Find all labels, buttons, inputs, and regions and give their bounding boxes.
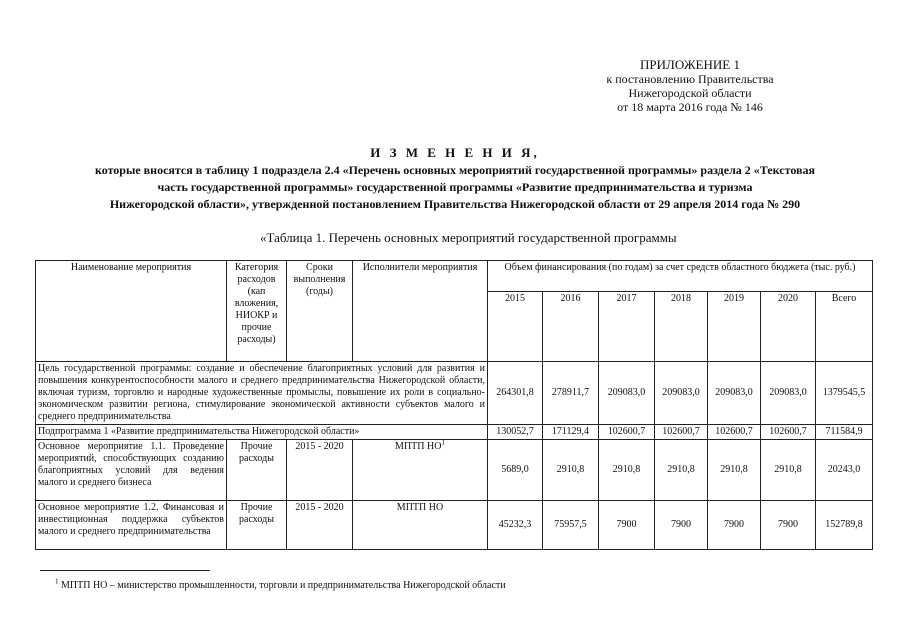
header-year: 2020 [761,292,816,362]
measure-value: 7900 [599,501,655,550]
measure-category: Прочие расходы [227,501,287,550]
measure-value: 2910,8 [761,440,816,501]
subprogram-value: 102600,7 [599,425,655,440]
header-financing: Объем финансирования (по годам) за счет средств областного бюджета (тыс. руб.) [488,261,873,292]
goal-row [36,362,873,425]
measure-executor: МПТП НО [353,501,488,550]
measure-value: 2910,8 [599,440,655,501]
measure-value: 7900 [761,501,816,550]
header-year: 2019 [708,292,761,362]
header-category: Категория расходов (кап вложения, НИОКР и прочие расходы) [227,261,287,362]
measure-name: Основное мероприятие 1.2. Финансовая и инвестиционная поддержка субъектов малого и среднего предпринимательства [36,501,227,550]
document-heading [40,145,870,212]
measure-value: 45232,3 [488,501,543,550]
header-row [36,261,873,292]
subprogram-value: 171129,4 [543,425,599,440]
measure-name: Основное мероприятие 1.1. Проведение мероприятий, способствующих созданию благоприятных условий для ведения малого и среднего бизнеса [36,440,227,501]
footnote-text: МПТП НО – министерство промышленности, торговли и предпринимательства Нижегородской области [61,580,506,591]
goal-value: 209083,0 [655,362,708,425]
footnote-divider [40,570,210,571]
measure-value: 7900 [708,501,761,550]
header-year: 2015 [488,292,543,362]
header-executors: Исполнители мероприятия [353,261,488,362]
goal-value: 278911,7 [543,362,599,425]
appendix-line: к постановлению Правительства [606,72,774,86]
subprogram-value: 102600,7 [655,425,708,440]
table-row [36,440,873,501]
appendix-title: ПРИЛОЖЕНИЕ 1 [640,57,740,72]
measure-value: 7900 [655,501,708,550]
subprogram-value: 130052,7 [488,425,543,440]
appendix-line: Нижегородской области [628,86,752,100]
measures-table [35,260,873,550]
subprogram-value: 102600,7 [761,425,816,440]
heading-title: И З М Е Н Е Н И Я, [370,145,540,160]
measure-value: 2910,8 [708,440,761,501]
measure-value: 5689,0 [488,440,543,501]
table-subtitle: «Таблица 1. Перечень основных мероприятий государственной программы [260,230,677,245]
header-year: 2016 [543,292,599,362]
header-total: Всего [816,292,873,362]
measure-value: 2910,8 [543,440,599,501]
heading-line: которые вносятся в таблицу 1 подраздела 2.4 «Перечень основных мероприятий государственной программы» раздела 2 «Текстовая [94,163,816,177]
subprogram-text: Подпрограмма 1 «Развитие предпринимательства Нижегородской области» [36,425,488,440]
measure-value: 75957,5 [543,501,599,550]
measure-category: Прочие расходы [227,440,287,501]
subprogram-value: 102600,7 [708,425,761,440]
goal-value: 209083,0 [708,362,761,425]
heading-line: часть государственной программы» государственной программы «Развитие предпринимательства и туризма [157,180,753,194]
appendix-block [590,58,790,114]
goal-total: 1379545,5 [816,362,873,425]
header-terms: Сроки выполнения (годы) [287,261,353,362]
executor-label: МПТП НО [395,441,442,452]
footnote-mark: 1 [55,577,59,586]
measure-total: 20243,0 [816,440,873,501]
subprogram-row [36,425,873,440]
measure-executor [353,440,488,501]
subprogram-total: 711584,9 [816,425,873,440]
measure-total: 152789,8 [816,501,873,550]
heading-line: Нижегородской области», утвержденной постановлением Правительства Нижегородской области от 29 апреля 2014 года № 290 [109,197,801,211]
goal-value: 209083,0 [761,362,816,425]
measure-terms: 2015 - 2020 [287,440,353,501]
goal-text: Цель государственной программы: создание и обеспечение благоприятных условий для развития и повышения конкурентоспособности малого и среднего предпринимательства Нижегородской области, включая туризм, торговлю и народные художественные промыслы, повышение их роли в социально-экономическом развитии региона, стимулирование экономической активности субъектов малого и среднего предпринимательства [36,362,488,425]
measure-terms: 2015 - 2020 [287,501,353,550]
header-year: 2017 [599,292,655,362]
header-name: Наименование мероприятия [36,261,227,362]
goal-value: 209083,0 [599,362,655,425]
header-year: 2018 [655,292,708,362]
table-row [36,501,873,550]
measure-value: 2910,8 [655,440,708,501]
footnote [55,577,506,591]
goal-value: 264301,8 [488,362,543,425]
footnote-mark: 1 [441,439,445,447]
appendix-line: от 18 марта 2016 года № 146 [617,100,763,114]
